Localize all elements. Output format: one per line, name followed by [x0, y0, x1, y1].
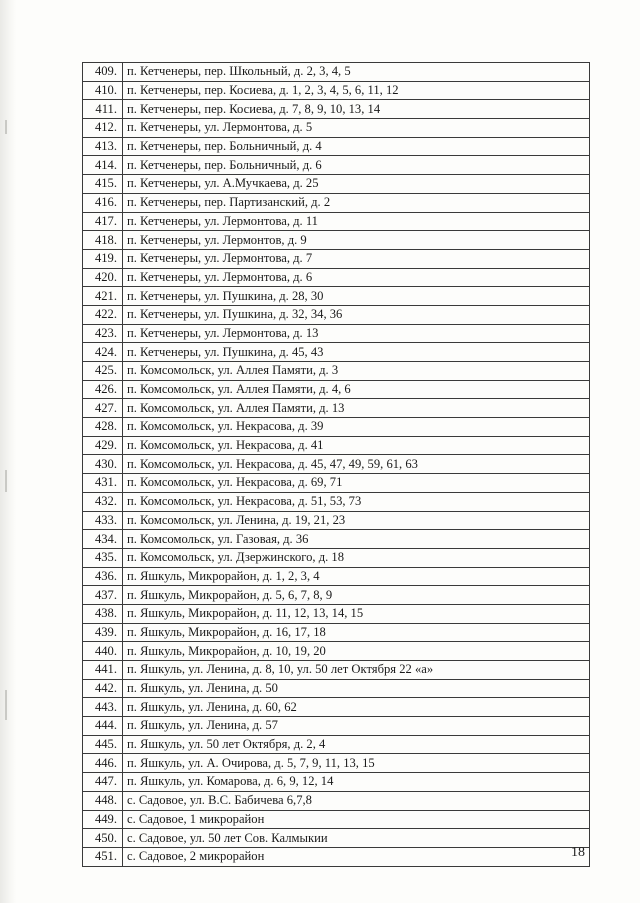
row-number: 429.: [83, 436, 123, 455]
row-number: 435.: [83, 548, 123, 567]
row-number: 445.: [83, 735, 123, 754]
row-address: п. Кетченеры, ул. Пушкина, д. 32, 34, 36: [123, 305, 590, 324]
row-address: п. Кетченеры, ул. Пушкина, д. 28, 30: [123, 287, 590, 306]
row-address: п. Кетченеры, ул. Лермонтова, д. 6: [123, 268, 590, 287]
row-address: п. Кетченеры, пер. Больничный, д. 6: [123, 156, 590, 175]
row-address: п. Яшкуль, Микрорайон, д. 10, 19, 20: [123, 642, 590, 661]
row-number: 410.: [83, 81, 123, 100]
row-address: п. Комсомольск, ул. Ленина, д. 19, 21, 23: [123, 511, 590, 530]
table-row: [83, 287, 590, 306]
table-row: [83, 679, 590, 698]
row-address: п. Яшкуль, ул. 50 лет Октября, д. 2, 4: [123, 735, 590, 754]
row-number: 441.: [83, 661, 123, 680]
row-number: 409.: [83, 63, 123, 82]
table-row: [83, 212, 590, 231]
row-number: 442.: [83, 679, 123, 698]
row-number: 420.: [83, 268, 123, 287]
table-row: [83, 418, 590, 437]
row-address: п. Комсомольск, ул. Дзержинского, д. 18: [123, 548, 590, 567]
row-address: п. Яшкуль, Микрорайон, д. 16, 17, 18: [123, 623, 590, 642]
table-row: [83, 492, 590, 511]
row-address: п. Кетченеры, ул. Лермонтова, д. 7: [123, 249, 590, 268]
row-number: 422.: [83, 305, 123, 324]
table-row: [83, 455, 590, 474]
scan-artifact: [5, 470, 7, 492]
row-number: 421.: [83, 287, 123, 306]
table-row: [83, 362, 590, 381]
row-address: п. Кетченеры, пер. Партизанский, д. 2: [123, 193, 590, 212]
table-row: [83, 698, 590, 717]
row-number: 450.: [83, 829, 123, 848]
row-address: п. Комсомольск, ул. Аллея Памяти, д. 13: [123, 399, 590, 418]
row-address: п. Яшкуль, ул. Ленина, д. 60, 62: [123, 698, 590, 717]
table-row: [83, 436, 590, 455]
row-address: п. Комсомольск, ул. Некрасова, д. 45, 47, 49, 59, 61, 63: [123, 455, 590, 474]
row-number: 439.: [83, 623, 123, 642]
row-number: 419.: [83, 249, 123, 268]
row-address: п. Комсомольск, ул. Газовая, д. 36: [123, 530, 590, 549]
table-row: [83, 324, 590, 343]
row-address: с. Садовое, 2 микрорайон: [123, 847, 590, 866]
table-row: [83, 474, 590, 493]
row-number: 414.: [83, 156, 123, 175]
address-table-body: [83, 63, 590, 867]
row-number: 415.: [83, 175, 123, 194]
table-row: [83, 193, 590, 212]
table-row: [83, 829, 590, 848]
table-row: [83, 604, 590, 623]
row-address: п. Яшкуль, ул. Ленина, д. 8, 10, ул. 50 лет Октября 22 «а»: [123, 661, 590, 680]
row-address: п. Кетченеры, пер. Больничный, д. 4: [123, 137, 590, 156]
row-number: 426.: [83, 380, 123, 399]
row-number: 449.: [83, 810, 123, 829]
row-address: п. Яшкуль, ул. Ленина, д. 50: [123, 679, 590, 698]
row-address: п. Кетченеры, ул. Пушкина, д. 45, 43: [123, 343, 590, 362]
row-address: п. Комсомольск, ул. Некрасова, д. 39: [123, 418, 590, 437]
row-number: 447.: [83, 773, 123, 792]
row-number: 436.: [83, 567, 123, 586]
table-row: [83, 81, 590, 100]
row-address: п. Кетченеры, пер. Косиева, д. 7, 8, 9, 10, 13, 14: [123, 100, 590, 119]
row-number: 432.: [83, 492, 123, 511]
row-number: 423.: [83, 324, 123, 343]
row-number: 428.: [83, 418, 123, 437]
table-row: [83, 175, 590, 194]
page-number: 18: [571, 845, 585, 860]
row-address: п. Яшкуль, Микрорайон, д. 11, 12, 13, 14, 15: [123, 604, 590, 623]
row-number: 448.: [83, 791, 123, 810]
row-number: 427.: [83, 399, 123, 418]
row-address: п. Комсомольск, ул. Аллея Памяти, д. 4, 6: [123, 380, 590, 399]
table-row: [83, 586, 590, 605]
table-row: [83, 735, 590, 754]
scan-edge-shadow: [0, 0, 16, 903]
row-address: п. Яшкуль, ул. Ленина, д. 57: [123, 717, 590, 736]
row-number: 437.: [83, 586, 123, 605]
row-address: п. Кетченеры, пер. Косиева, д. 1, 2, 3, 4, 5, 6, 11, 12: [123, 81, 590, 100]
table-row: [83, 511, 590, 530]
row-address: п. Комсомольск, ул. Некрасова, д. 69, 71: [123, 474, 590, 493]
row-address: п. Яшкуль, Микрорайон, д. 5, 6, 7, 8, 9: [123, 586, 590, 605]
table-row: [83, 137, 590, 156]
row-address: п. Кетченеры, пер. Школьный, д. 2, 3, 4, 5: [123, 63, 590, 82]
row-address: п. Яшкуль, ул. А. Очирова, д. 5, 7, 9, 11, 13, 15: [123, 754, 590, 773]
table-row: [83, 100, 590, 119]
row-number: 440.: [83, 642, 123, 661]
table-row: [83, 548, 590, 567]
row-address: п. Яшкуль, Микрорайон, д. 1, 2, 3, 4: [123, 567, 590, 586]
table-row: [83, 63, 590, 82]
table-row: [83, 305, 590, 324]
row-number: 443.: [83, 698, 123, 717]
scan-artifact: [5, 690, 7, 720]
row-address: п. Комсомольск, ул. Некрасова, д. 41: [123, 436, 590, 455]
row-address: п. Кетченеры, ул. Лермонтов, д. 9: [123, 231, 590, 250]
row-number: 413.: [83, 137, 123, 156]
row-number: 418.: [83, 231, 123, 250]
table-row: [83, 119, 590, 138]
table-row: [83, 249, 590, 268]
table-row: [83, 754, 590, 773]
row-number: 446.: [83, 754, 123, 773]
table-row: [83, 717, 590, 736]
row-address: с. Садовое, 1 микрорайон: [123, 810, 590, 829]
row-address: с. Садовое, ул. В.С. Бабичева 6,7,8: [123, 791, 590, 810]
table-row: [83, 810, 590, 829]
table-row: [83, 343, 590, 362]
table-row: [83, 156, 590, 175]
row-address: п. Кетченеры, ул. Лермонтова, д. 13: [123, 324, 590, 343]
table-row: [83, 661, 590, 680]
row-number: 438.: [83, 604, 123, 623]
table-row: [83, 791, 590, 810]
row-number: 451.: [83, 847, 123, 866]
row-number: 434.: [83, 530, 123, 549]
row-address: п. Комсомольск, ул. Аллея Памяти, д. 3: [123, 362, 590, 381]
table-row: [83, 642, 590, 661]
table-row: [83, 399, 590, 418]
table-row: [83, 268, 590, 287]
row-number: 430.: [83, 455, 123, 474]
row-number: 433.: [83, 511, 123, 530]
address-table: [82, 62, 590, 867]
row-address: п. Комсомольск, ул. Некрасова, д. 51, 53, 73: [123, 492, 590, 511]
row-address: с. Садовое, ул. 50 лет Сов. Калмыкии: [123, 829, 590, 848]
row-number: 425.: [83, 362, 123, 381]
row-address: п. Кетченеры, ул. А.Мучкаева, д. 25: [123, 175, 590, 194]
table-row: [83, 530, 590, 549]
table-row: [83, 623, 590, 642]
table-row: [83, 847, 590, 866]
row-number: 444.: [83, 717, 123, 736]
row-number: 411.: [83, 100, 123, 119]
table-row: [83, 380, 590, 399]
row-number: 416.: [83, 193, 123, 212]
scan-artifact: [5, 120, 7, 134]
row-address: п. Кетченеры, ул. Лермонтова, д. 11: [123, 212, 590, 231]
row-address: п. Яшкуль, ул. Комарова, д. 6, 9, 12, 14: [123, 773, 590, 792]
table-row: [83, 231, 590, 250]
row-number: 417.: [83, 212, 123, 231]
row-number: 424.: [83, 343, 123, 362]
row-number: 412.: [83, 119, 123, 138]
row-address: п. Кетченеры, ул. Лермонтова, д. 5: [123, 119, 590, 138]
row-number: 431.: [83, 474, 123, 493]
table-row: [83, 773, 590, 792]
table-row: [83, 567, 590, 586]
